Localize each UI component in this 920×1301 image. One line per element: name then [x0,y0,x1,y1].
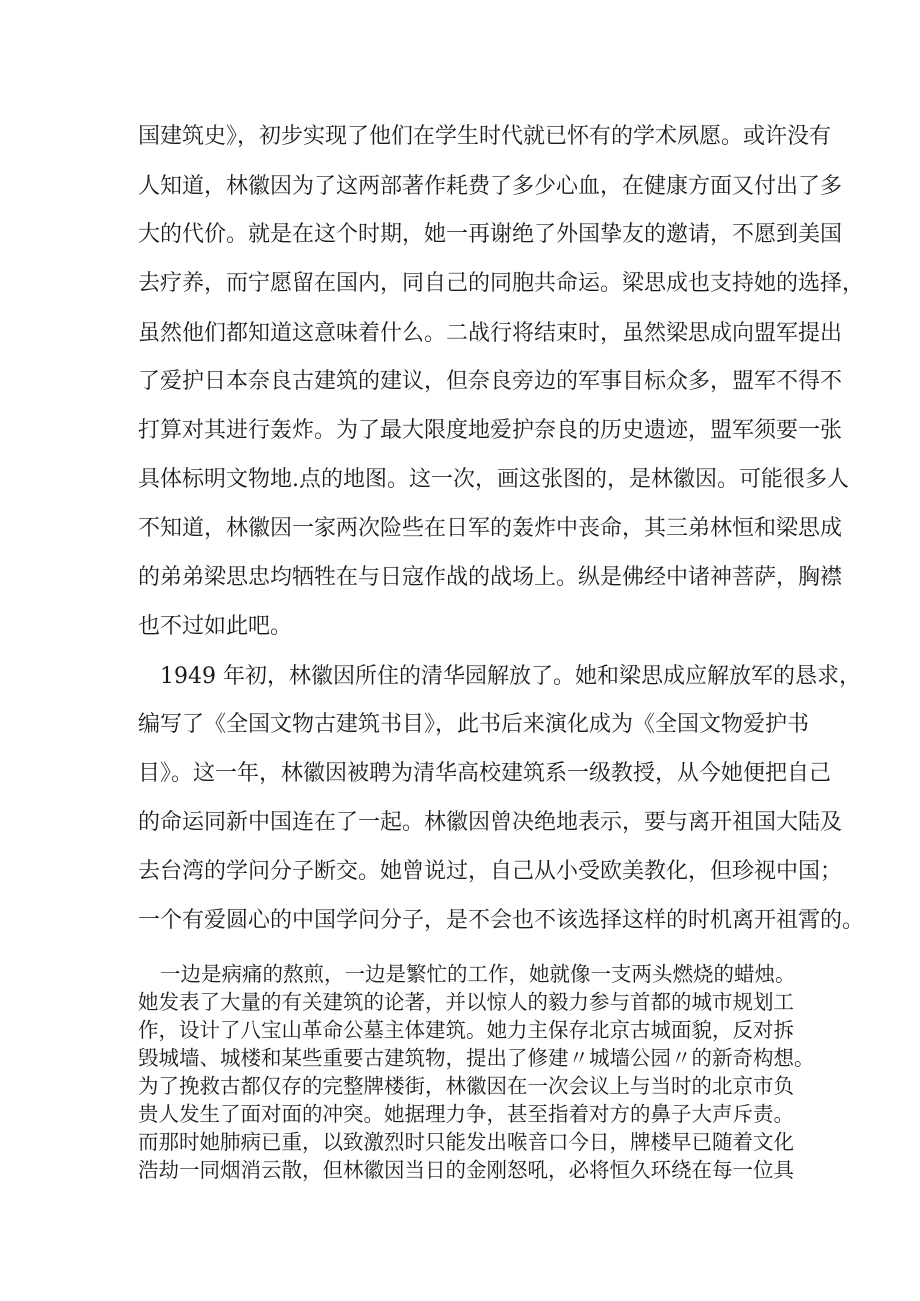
text-line: 浩劫一同烟消云散，但林徽因当日的金刚怒吼，必将恒久环绕在每一位具 [138,1158,794,1182]
text-line: 不知道，林徽因一家两次险些在日军的轰炸中丧命，其三弟林恒和梁思成 [138,516,843,541]
text-line: 去台湾的学问分子断交。她曾说过，自己从小受欧美教化，但珍视中国； [138,859,843,884]
text-line: 她发表了大量的有关建筑的论著，并以惊人的毅力参与首都的城市规划工 [138,990,794,1014]
text-line: 了爱护日本奈良古建筑的建议，但奈良旁边的军事目标众多，盟军不得不 [138,369,843,394]
text-line: 具体标明文物地.点的地图。这一次，画这张图的，是林徽因。可能很多人 [138,467,849,492]
text-line: 一个有爱圆心的中国学问分子，是不会也不该选择这样的时机离开祖霄的。 [138,908,865,933]
text-line: 一边是病痛的熬煎，一边是繁忙的工作，她就像一支两头燃烧的蜡烛。 [160,962,796,986]
text-line: 毁城墙、城楼和某些重要古建筑物，提出了修建〃城墙公园〃的新奇构想。 [138,1046,815,1070]
text-line: 1949 年初，林徽因所住的清华园解放了。她和梁思成应解放军的恳求， [160,664,861,689]
text-line: 的命运同新中国连在了一起。林徽因曾决绝地表示，要与离开祖国大陆及 [138,810,843,835]
text-line: 打算对其进行轰炸。为了最大限度地爱护奈良的历史遗迹，盟军须要一张 [138,418,843,443]
text-line: 也不过如此吧。 [138,614,293,639]
text-line: 为了挽救古都仅存的完整牌楼街，林徽因在一次会议上与当时的北京市负 [138,1074,794,1098]
text-line: 而那时她肺病已重，以致激烈时只能发出喉音口今日，牌楼早已随着文化 [138,1130,794,1154]
text-line: 去疗养，而宁愿留在国内，同自己的同胞共命运。梁思成也支持她的选择， [138,271,865,296]
text-line: 虽然他们都知道这意味着什么。二战行将结束时，虽然梁思成向盟军提出 [138,321,843,346]
text-line: 作，设计了八宝山革命公墓主体建筑。她力主保存北京古城面貌，反对拆 [138,1018,794,1042]
text-line: 编写了《全国文物古建筑书目》，此书后来演化成为《全国文物爱护书 [138,712,810,737]
text-line: 人知道，林徽因为了这两部著作耗费了多少心血，在健康方面又付出了多 [138,174,843,199]
text-line: 大的代价。就是在这个时期，她一再谢绝了外国挚友的邀请，不愿到美国 [138,222,843,247]
text-line: 国建筑史》，初步实现了他们在学生时代就已怀有的学术夙愿。或许没有 [138,124,832,149]
text-line: 的弟弟梁思忠均牺牲在与日寇作战的战场上。纵是佛经中诸神菩萨，胸襟 [138,565,843,590]
text-line: 目》。这一年，林徽因被聘为清华高校建筑系一级教授，从今她便把自己 [138,761,832,786]
text-line: 贵人发生了面对面的冲突。她据理力争，甚至指着对方的鼻子大声斥责。 [138,1102,794,1126]
